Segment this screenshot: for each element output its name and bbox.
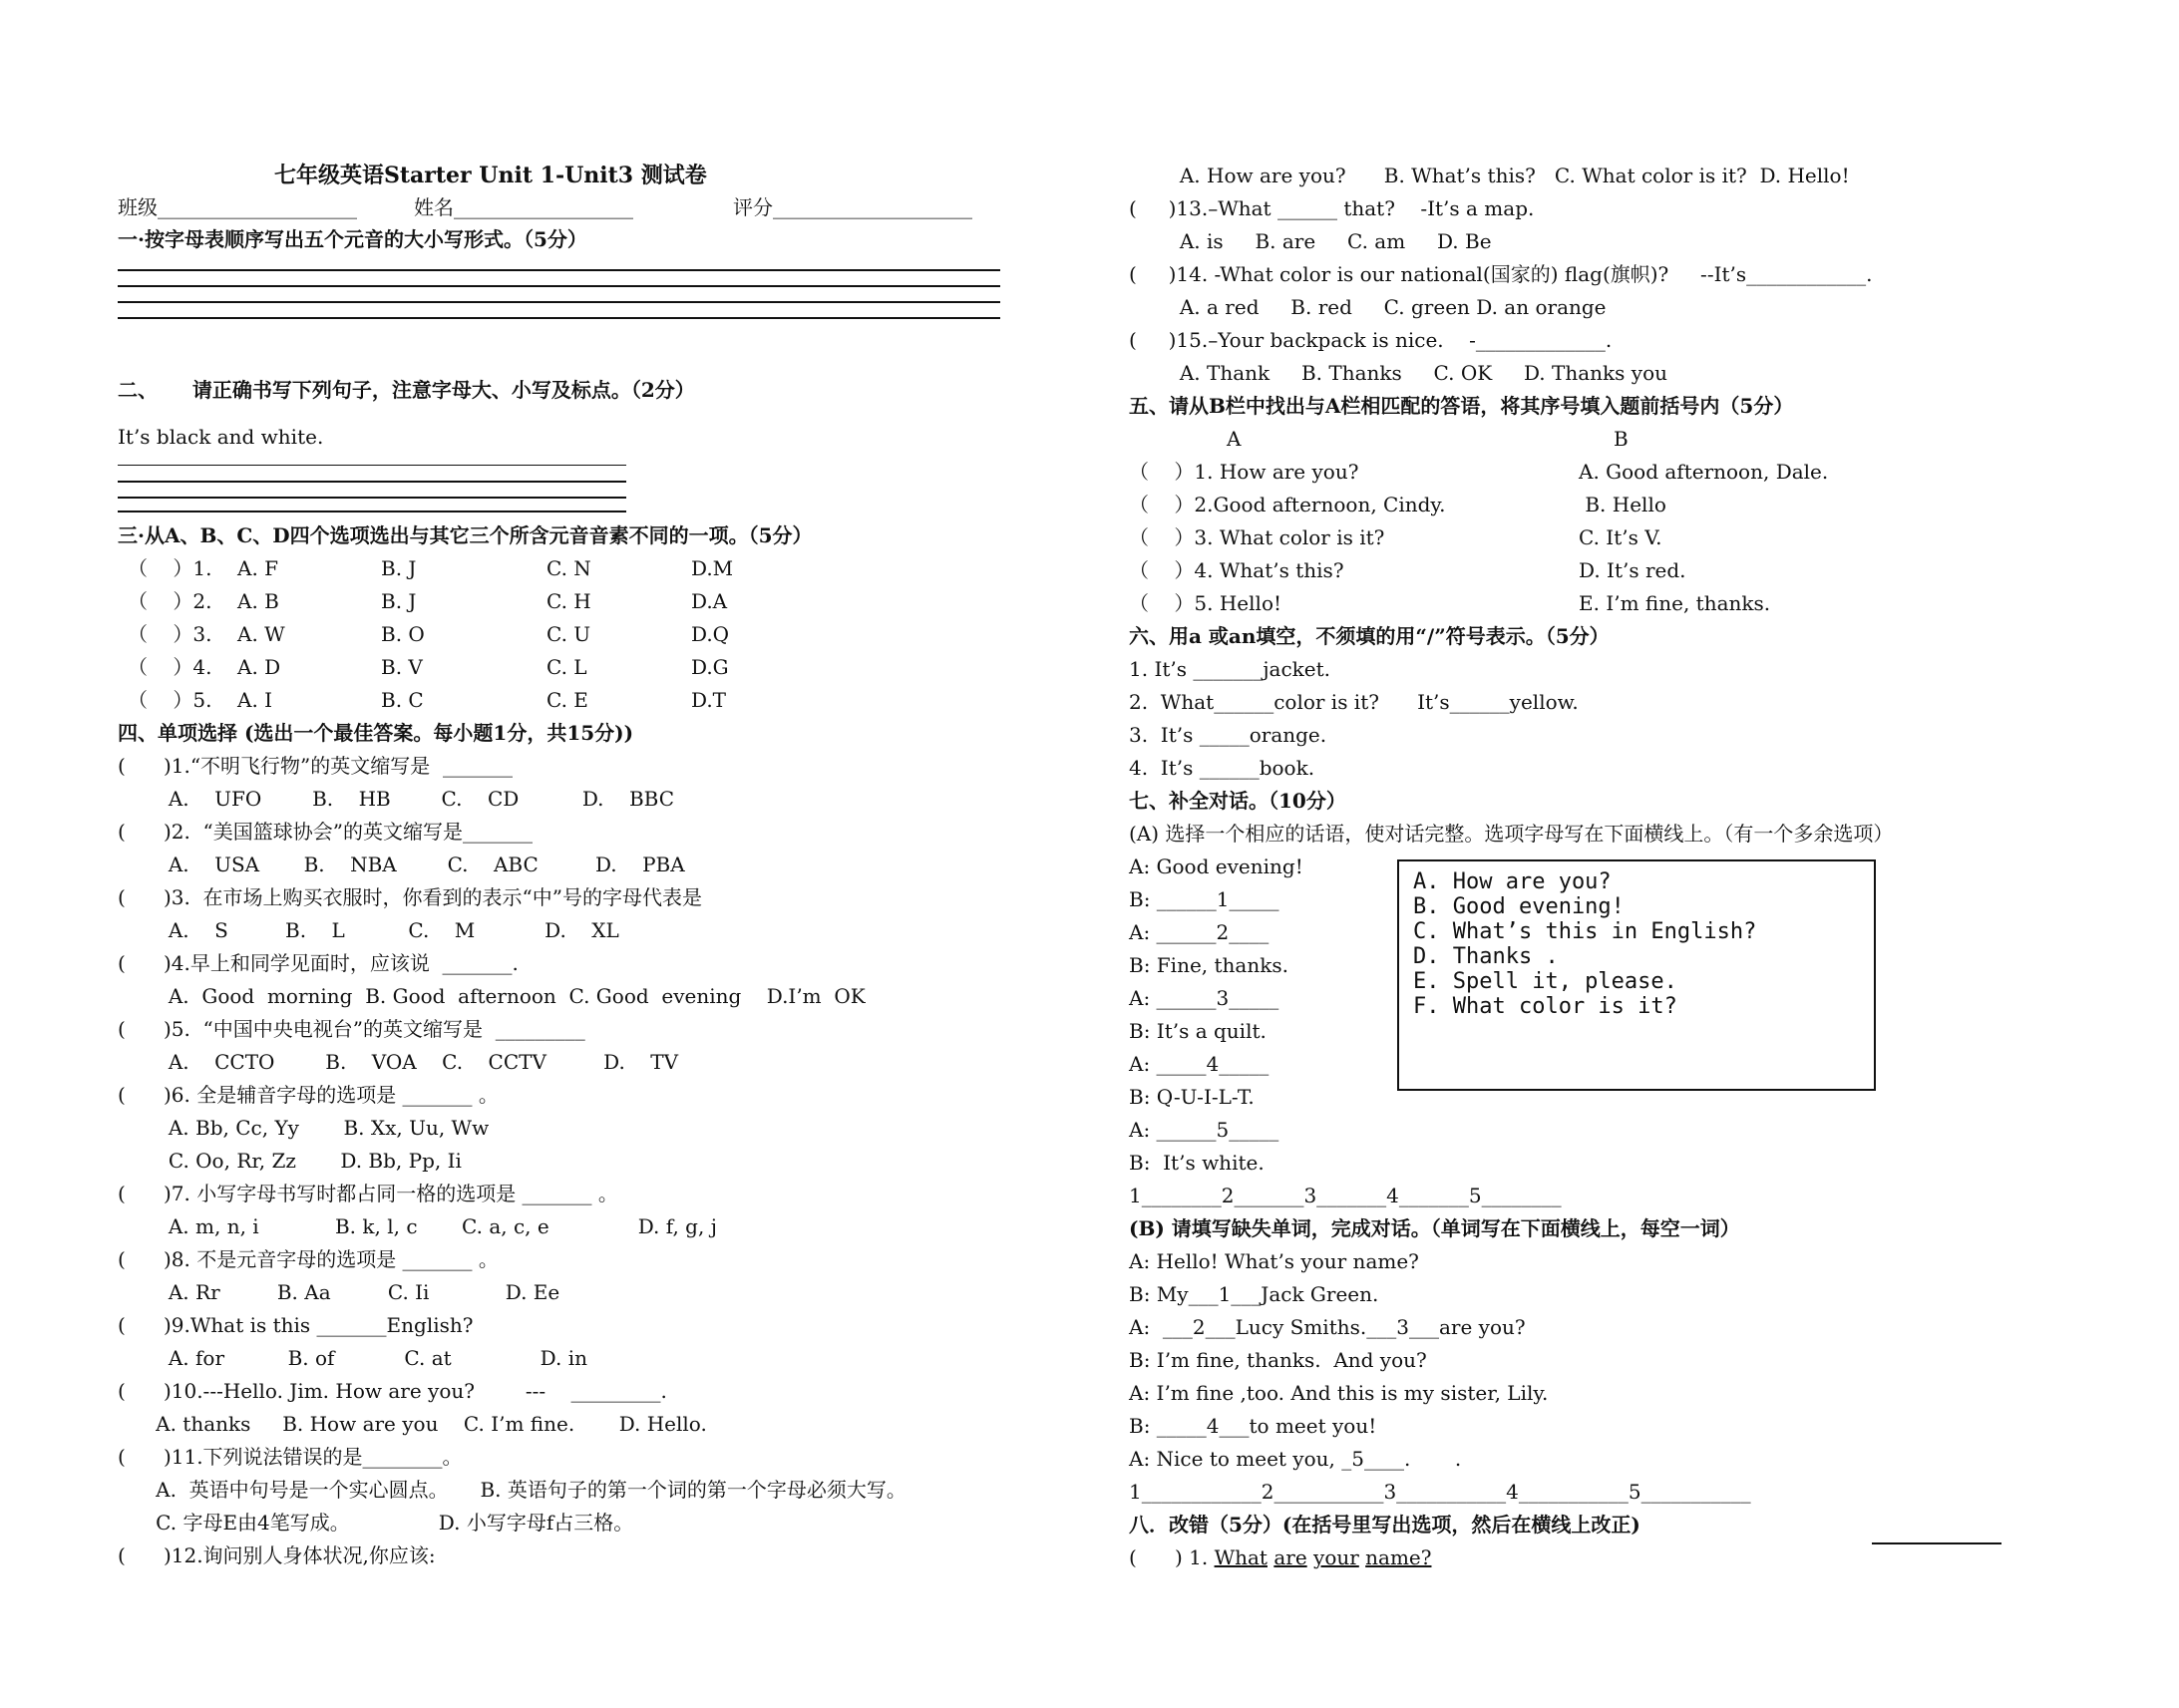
option-b: B. J xyxy=(381,589,417,613)
section-2-heading: 二、 请正确书写下列句子，注意字母大、小写及标点。（2分） xyxy=(118,378,695,402)
option-c: C. N xyxy=(546,556,591,580)
option-c: C. L xyxy=(546,655,587,679)
option-item: A. How are you? xyxy=(1413,869,1612,894)
option-d: D.T xyxy=(691,688,727,712)
correction-answer-line[interactable] xyxy=(1872,1542,2001,1544)
question-number[interactable]: （ ）4. xyxy=(128,655,212,679)
underlined-word: your xyxy=(1313,1545,1359,1569)
match-item-b: E. I’m fine, thanks. xyxy=(1579,591,1771,615)
dialogue-line[interactable]: B: My___1___Jack Green. xyxy=(1129,1282,1379,1306)
dialogue-line: A: Good evening! xyxy=(1129,854,1303,878)
dialogue-line: B: Q-U-I-L-T. xyxy=(1129,1085,1255,1109)
question-line: C. 字母E由4笔写成。 D. 小写字母f占三格。 xyxy=(118,1511,634,1535)
question-line: ( )7. 小写字母书写时都占同一格的选项是 _______ 。 xyxy=(118,1182,618,1205)
correction-question xyxy=(1129,1545,1431,1569)
question-line: ( )10.---Hello. Jim. How are you? --- _________. xyxy=(118,1379,667,1403)
match-item-b: D. It’s red. xyxy=(1579,558,1686,582)
question-line: ( )8. 不是元音字母的选项是 _______ 。 xyxy=(118,1247,499,1271)
question-line: C. Oo, Rr, Zz D. Bb, Pp, Ii xyxy=(118,1149,462,1173)
option-item: B. Good evening! xyxy=(1413,894,1625,919)
dialogue-line[interactable]: B: _____4___to meet you! xyxy=(1129,1414,1377,1438)
underlined-word: What xyxy=(1214,1545,1268,1569)
question-line: A. CCTO B. VOA C. CCTV D. TV xyxy=(118,1050,679,1074)
answer-line[interactable] xyxy=(118,511,626,512)
section-4-heading: 四、单项选择 (选出一个最佳答案。每小题1分，共15分)) xyxy=(118,721,634,745)
option-a: A. W xyxy=(237,622,285,646)
question-line: A. S B. L C. M D. XL xyxy=(118,918,619,942)
question-line: A. How are you? B. What’s this? C. What color is it? D. Hello! xyxy=(1129,164,1850,187)
answer-line[interactable] xyxy=(118,497,626,499)
score-field[interactable]: 评分____________________ xyxy=(733,195,972,219)
dialogue-line: B: It’s white. xyxy=(1129,1151,1265,1175)
question-line: ( )11.下列说法错误的是________。 xyxy=(118,1445,463,1469)
question-line: A. for B. of C. at D. in xyxy=(118,1346,587,1370)
question-line: ( )14. -What color is our national(国家的) flag(旗帜)? --It’s____________. xyxy=(1129,262,1873,286)
question-line: ( )3. 在市场上购买衣服时，你看到的表示“中”号的字母代表是 xyxy=(118,885,702,909)
question-line: A. UFO B. HB C. CD D. BBC xyxy=(118,787,675,811)
option-d: D.Q xyxy=(691,622,730,646)
option-b: B. V xyxy=(381,655,423,679)
question-line: A. USA B. NBA C. ABC D. PBA xyxy=(118,853,685,876)
section-1-heading: 一·按字母表顺序写出五个元音的大小写形式。（5分） xyxy=(118,227,587,251)
answer-line[interactable] xyxy=(118,317,1000,319)
dialogue-line[interactable]: A: Nice to meet you, _5____. . xyxy=(1129,1447,1462,1471)
question-line: A. m, n, i B. k, l, c C. a, c, e D. f, g, j xyxy=(118,1214,717,1238)
underlined-word: are xyxy=(1273,1545,1307,1569)
question-line: A. thanks B. How are you C. I’m fine. D. Hello. xyxy=(118,1412,707,1436)
section-3-heading: 三·从A、B、C、D四个选项选出与其它三个所含元音音素不同的一项。（5分） xyxy=(118,523,813,547)
dialogue-line[interactable]: A: ______2____ xyxy=(1129,920,1270,944)
question-line: ( )4.早上和同学见面时，应该说 _______. xyxy=(118,951,519,975)
match-item-b: B. Hello xyxy=(1579,493,1666,516)
question-line: ( )12.询问别人身体状况,你应该: xyxy=(118,1543,436,1567)
option-b: B. J xyxy=(381,556,417,580)
section-6-heading: 六、用a 或an填空，不须填的用“/”符号表示。（5分） xyxy=(1129,624,1610,648)
match-item-a[interactable]: （ ）5. Hello! xyxy=(1129,591,1282,615)
option-d: D.A xyxy=(691,589,728,613)
fill-blank-line[interactable]: 2. What______color is it? It’s______yellow. xyxy=(1129,690,1579,714)
option-d: D.M xyxy=(691,556,734,580)
answer-line[interactable] xyxy=(118,481,626,483)
option-c: C. H xyxy=(546,589,591,613)
match-item-a[interactable]: （ ）2.Good afternoon, Cindy. xyxy=(1129,493,1446,516)
question-number[interactable]: （ ）3. xyxy=(128,622,212,646)
dialogue-line[interactable]: A: ______3_____ xyxy=(1129,986,1279,1010)
option-a: A. B xyxy=(237,589,279,613)
match-item-a[interactable]: （ ）3. What color is it? xyxy=(1129,525,1385,549)
question-line: ( )2. “美国篮球协会”的英文缩写是_______ xyxy=(118,820,533,844)
dialogue-line[interactable]: A: _____4_____ xyxy=(1129,1052,1270,1076)
question-number[interactable]: （ ）2. xyxy=(128,589,212,613)
answer-line[interactable] xyxy=(118,285,1000,287)
dialogue-line[interactable]: A: ______5_____ xyxy=(1129,1118,1279,1142)
answer-blanks[interactable]: 1________2_______3_______4_______5________ xyxy=(1129,1184,1562,1207)
class-field[interactable]: 班级____________________ xyxy=(118,195,357,219)
question-line: ( )1.“不明飞行物”的英文缩写是 _______ xyxy=(118,754,513,778)
question-line: A. 英语中句号是一个实心圆点。 B. 英语句子的第一个词的第一个字母必须大写。 xyxy=(118,1478,907,1502)
question-line: A. a red B. red C. green D. an orange xyxy=(1129,295,1607,319)
dialogue-line[interactable]: A: ___2___Lucy Smiths.___3___are you? xyxy=(1129,1315,1526,1339)
page-title: 七年级英语Starter Unit 1-Unit3 测试卷 xyxy=(274,163,707,188)
option-item: E. Spell it, please. xyxy=(1413,969,1677,994)
copy-sentence: It’s black and white. xyxy=(118,425,324,449)
dialogue-line[interactable]: B: ______1_____ xyxy=(1129,887,1279,911)
option-item: D. Thanks . xyxy=(1413,944,1559,969)
answer-line[interactable] xyxy=(118,465,626,466)
column-b-header: B xyxy=(1614,427,1629,451)
question-line: A. Thank B. Thanks C. OK D. Thanks you xyxy=(1129,361,1668,385)
section-7a-instruction: (A) 选择一个相应的话语，使对话完整。选项字母写在下面横线上。（有一个多余选项） xyxy=(1129,822,1894,846)
question-line: ( )5. “中国中央电视台”的英文缩写是 _________ xyxy=(118,1017,585,1041)
question-line: A. Good morning B. Good afternoon C. Good evening D.I’m OK xyxy=(118,984,866,1008)
question-number[interactable]: ( ) 1. xyxy=(1129,1545,1209,1569)
option-b: B. O xyxy=(381,622,425,646)
answer-line[interactable] xyxy=(118,301,1000,303)
question-line: ( )15.–Your backpack is nice. -_____________. xyxy=(1129,328,1613,352)
option-a: A. F xyxy=(237,556,279,580)
name-field[interactable]: 姓名__________________ xyxy=(414,195,633,219)
question-number[interactable]: （ ）1. xyxy=(128,556,212,580)
dialogue-line: B: Fine, thanks. xyxy=(1129,953,1288,977)
option-a: A. D xyxy=(237,655,281,679)
question-line: ( )13.–What ______ that? -It’s a map. xyxy=(1129,196,1535,220)
dialogue-line: B: It’s a quilt. xyxy=(1129,1019,1267,1043)
underlined-word: name? xyxy=(1365,1545,1432,1569)
question-line: A. Bb, Cc, Yy B. Xx, Uu, Ww xyxy=(118,1116,490,1140)
option-c: C. E xyxy=(546,688,588,712)
option-item: C. What’s this in English? xyxy=(1413,919,1757,944)
dialogue-line: B: I’m fine, thanks. And you? xyxy=(1129,1348,1427,1372)
options-box xyxy=(1397,859,1876,1091)
answer-line[interactable] xyxy=(118,269,1000,271)
question-line: ( )6. 全是辅音字母的选项是 _______ 。 xyxy=(118,1083,499,1107)
section-8-heading: 八．改错（5分）(在括号里写出选项，然后在横线上改正) xyxy=(1129,1513,1640,1537)
dialogue-line: A: I’m fine ,too. And this is my sister, Lily. xyxy=(1129,1381,1549,1405)
answer-blanks[interactable]: 1____________2___________3___________4___________5___________ xyxy=(1129,1480,1751,1504)
fill-blank-line[interactable]: 4. It’s ______book. xyxy=(1129,756,1315,780)
dialogue-line: A: Hello! What’s your name? xyxy=(1129,1249,1419,1273)
option-d: D.G xyxy=(691,655,729,679)
question-line: A. Rr B. Aa C. Ii D. Ee xyxy=(118,1280,560,1304)
option-a: A. I xyxy=(237,688,273,712)
match-item-a[interactable]: （ ）1. How are you? xyxy=(1129,460,1359,484)
match-item-b: A. Good afternoon, Dale. xyxy=(1579,460,1829,484)
match-item-b: C. It’s V. xyxy=(1579,525,1662,549)
fill-blank-line[interactable]: 1. It’s _______jacket. xyxy=(1129,657,1331,681)
match-item-a[interactable]: （ ）4. What’s this? xyxy=(1129,558,1344,582)
option-item: F. What color is it? xyxy=(1413,994,1677,1019)
question-line: ( )9.What is this _______English? xyxy=(118,1313,474,1337)
question-line: A. is B. are C. am D. Be xyxy=(1129,229,1492,253)
section-7b-instruction: (B) 请填写缺失单词，完成对话。（单词写在下面横线上，每空一词） xyxy=(1129,1216,1740,1240)
question-number[interactable]: （ ）5. xyxy=(128,688,212,712)
option-b: B. C xyxy=(381,688,424,712)
section-5-heading: 五、请从B栏中找出与A栏相匹配的答语，将其序号填入题前括号内（5分） xyxy=(1129,394,1794,418)
fill-blank-line[interactable]: 3. It’s _____orange. xyxy=(1129,723,1327,747)
option-c: C. U xyxy=(546,622,591,646)
column-a-header: A xyxy=(1227,427,1242,451)
section-7-heading: 七、补全对话。（10分） xyxy=(1129,789,1346,813)
